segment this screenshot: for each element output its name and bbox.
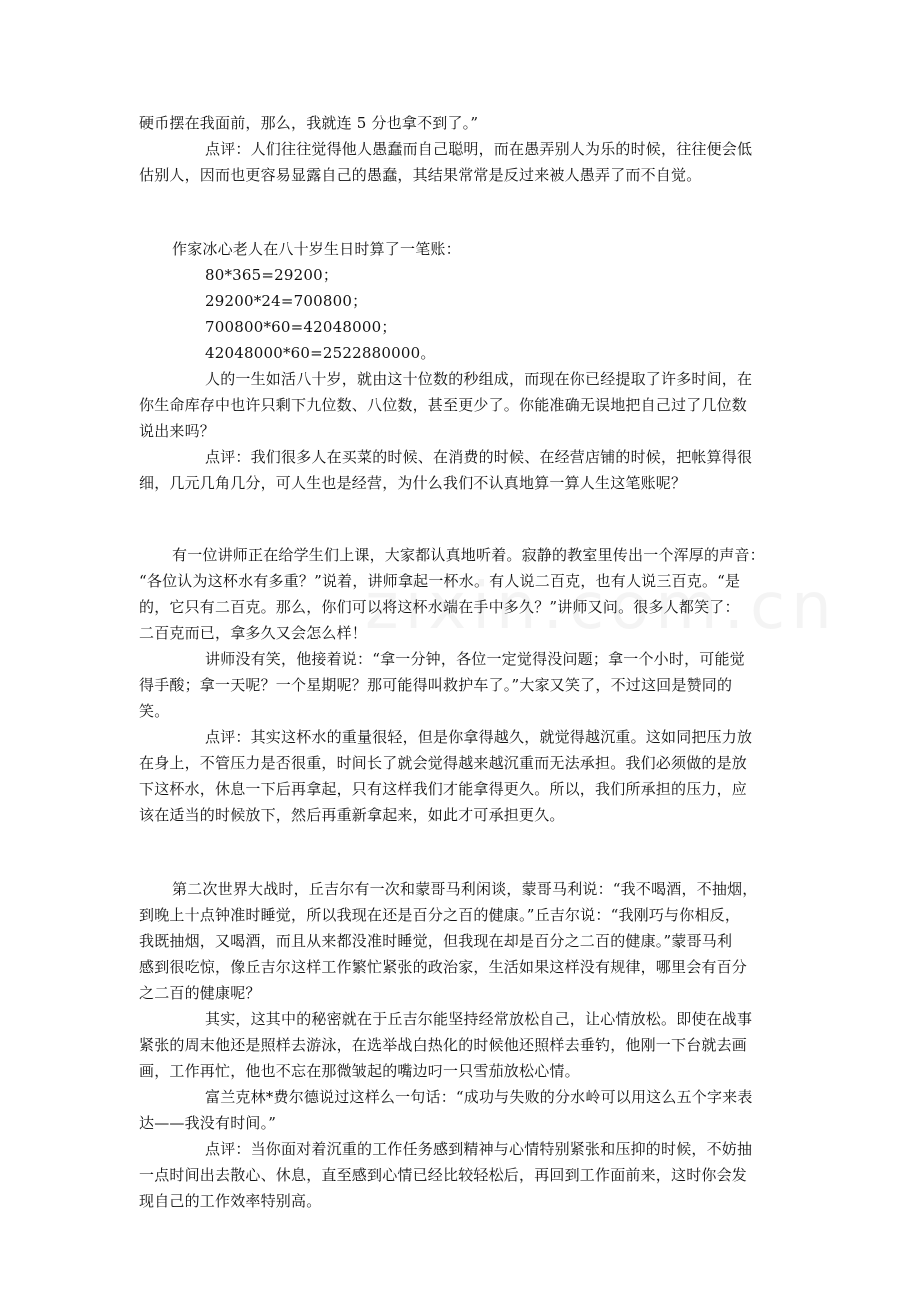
paragraph-line: 到晚上十点钟准时睡觉，所以我现在还是百分之百的健康。”丘吉尔说：“我刚巧与你相反， <box>139 906 741 924</box>
paragraph-line: 硬币摆在我面前，那么，我就连 5 分也拿不到了。” <box>139 114 479 132</box>
paragraph-line: 下这杯水，休息一下后再拿起，只有这样我们才能拿得更久。所以，我们所承担的压力，应 <box>139 780 748 798</box>
paragraph-line: 在身上，不管压力是否很重，时间长了就会觉得越来越沉重而无法承担。我们必须做的是放 <box>139 754 748 772</box>
paragraph-line: 细，几元几角几分，可人生也是经营，为什么我们不认真地算一算人生这笔账呢？ <box>139 474 687 492</box>
paragraph-line: 点评：其实这杯水的重量很轻，但是你拿得越久，就觉得越沉重。这如同把压力放 <box>205 728 753 746</box>
paragraph-line: 紧张的周末他还是照样去游泳，在选举战白热化的时候他还照样去垂钓，他刚一下台就去画 <box>139 1036 748 1054</box>
paragraph-line: 笑。 <box>139 702 170 720</box>
paragraph-line: 该在适当的时候放下，然后再重新拿起来，如此才可承担更久。 <box>139 806 565 824</box>
paragraph-line: 一点时间出去散心、休息，直至感到心情已经比较轻松后，再回到工作面前来，这时你会发 <box>139 1166 748 1184</box>
formula-line: 80*365=29200； <box>205 266 339 284</box>
formula-line: 29200*24=700800； <box>205 292 368 310</box>
formula-line: 42048000*60=2522880000。 <box>205 344 436 362</box>
paragraph-line: 其实，这其中的秘密就在于丘吉尔能坚持经常放松自己，让心情放松。即使在战事 <box>205 1010 753 1028</box>
paragraph-line: 我既抽烟，又喝酒，而且从来都没准时睡觉，但我现在却是百分之二百的健康。”蒙哥马利 <box>139 932 733 950</box>
paragraph-line: 作家冰心老人在八十岁生日时算了一笔账： <box>172 240 461 258</box>
paragraph-line: 有一位讲师正在给学生们上课，大家都认真地听着。寂静的教室里传出一个浑厚的声音： <box>172 546 765 564</box>
paragraph-line: 得手酸；拿一天呢？一个星期呢？那可能得叫救护车了。”大家又笑了，不过这回是赞同的 <box>139 676 733 694</box>
paragraph-line: 点评：我们很多人在买菜的时候、在消费的时候、在经营店铺的时候，把帐算得很 <box>205 448 753 466</box>
paragraph-line: 说出来吗？ <box>139 422 216 440</box>
paragraph-line: 二百克而已，拿多久又会怎么样！ <box>139 624 368 642</box>
paragraph-line: 之二百的健康呢？ <box>139 984 261 1002</box>
paragraph-line: 点评：人们往往觉得他人愚蠢而自己聪明，而在愚弄别人为乐的时候，往往便会低 <box>205 140 753 158</box>
paragraph-line: 达——我没有时间。” <box>139 1114 277 1132</box>
paragraph-line: 你生命库存中也许只剩下九位数、八位数，甚至更少了。你能准确无误地把自己过了几位数 <box>139 396 748 414</box>
paragraph-line: 画，工作再忙，他也不忘在那微皱起的嘴边叼一只雪茄放松心情。 <box>139 1062 580 1080</box>
formula-line: 700800*60=42048000； <box>205 318 397 336</box>
paragraph-line: 第二次世界大战时，丘吉尔有一次和蒙哥马利闲谈，蒙哥马利说：“我不喝酒，不抽烟， <box>172 880 758 898</box>
paragraph-line: 现自己的工作效率特别高。 <box>139 1192 322 1210</box>
paragraph-line: 点评：当你面对着沉重的工作任务感到精神与心情特别紧张和压抑的时候，不妨抽 <box>205 1140 753 1158</box>
paragraph-line: 富兰克林*费尔德说过这样么一句话：“成功与失败的分水岭可以用这么五个字来表 <box>205 1088 753 1106</box>
paragraph-line: 人的一生如活八十岁，就由这十位数的秒组成，而现在你已经提取了许多时间，在 <box>205 370 753 388</box>
paragraph-line: 讲师没有笑，他接着说：“拿一分钟，各位一定觉得没问题；拿一个小时，可能觉 <box>205 650 745 668</box>
paragraph-line: 估别人，因而也更容易显露自己的愚蠢，其结果常常是反过来被人愚弄了而不自觉。 <box>139 166 702 184</box>
paragraph-line: 的，它只有二百克。那么，你们可以将这杯水端在手中多久？”讲师又问。很多人都笑了： <box>139 598 740 616</box>
paragraph-line: 感到很吃惊，像丘吉尔这样工作繁忙紧张的政治家，生活如果这样没有规律，哪里会有百分 <box>139 958 748 976</box>
paragraph-line: “各位认为这杯水有多重？”说着，讲师拿起一杯水。有人说二百克，也有人说三百克。“是 <box>139 572 741 590</box>
